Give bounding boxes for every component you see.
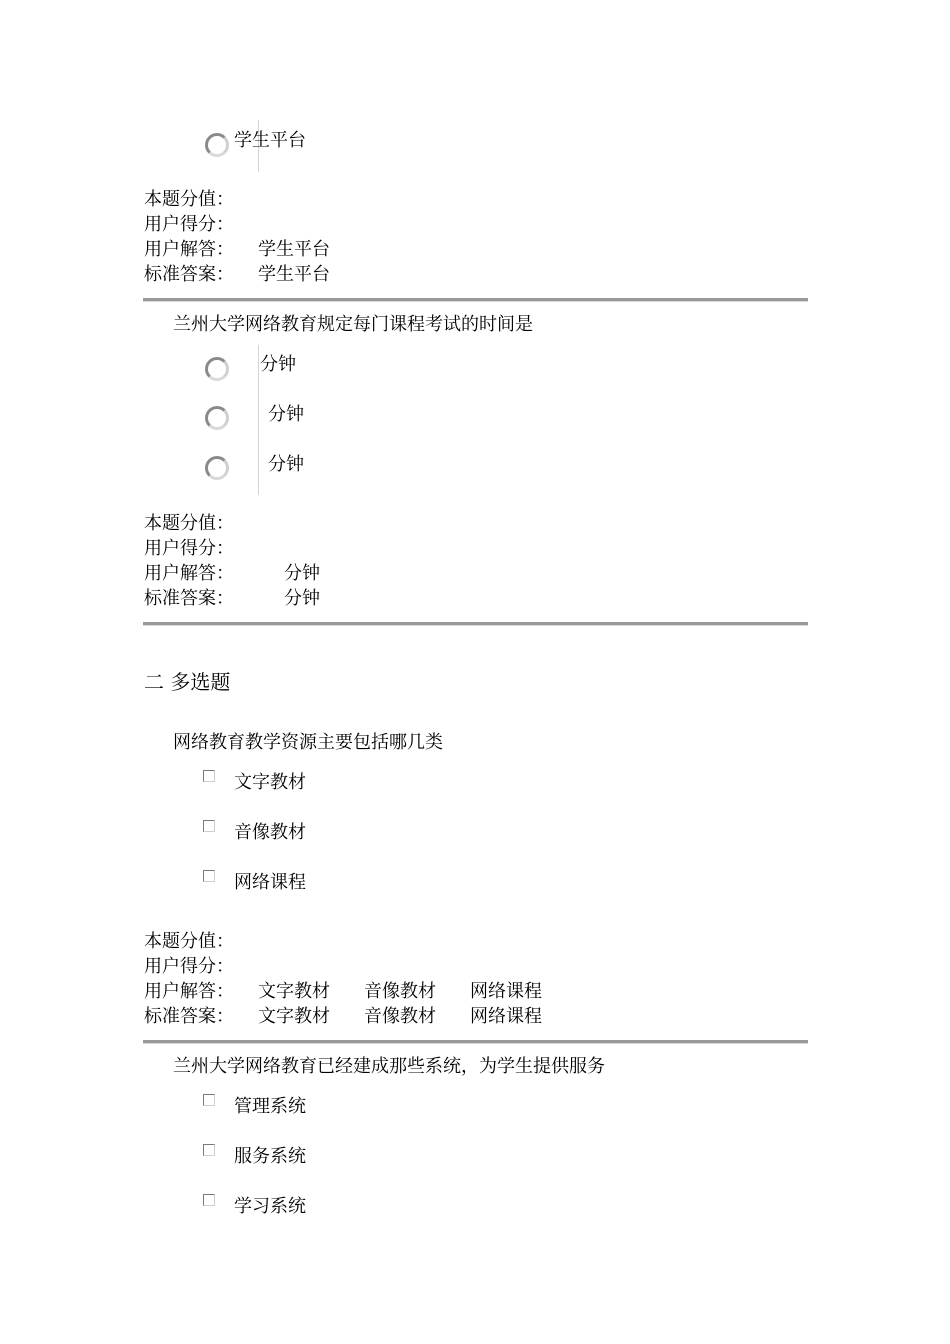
standard-answer-value: 音像教材 xyxy=(364,1006,436,1027)
user-answer-label: 用户解答： xyxy=(144,981,234,1002)
option-label: 管理系统 xyxy=(234,1096,306,1117)
section-title: 二 多选题 xyxy=(144,670,231,694)
option-label: 网络课程 xyxy=(234,872,306,893)
standard-answer-label: 标准答案： xyxy=(144,588,234,609)
option-label: 分钟 xyxy=(268,454,304,475)
user-answer-value: 学生平台 xyxy=(258,239,330,260)
standard-answer-value: 网络课程 xyxy=(470,1006,542,1027)
checkbox[interactable] xyxy=(203,1144,215,1156)
score-label: 本题分值： xyxy=(144,513,234,534)
radio-button[interactable] xyxy=(205,406,229,430)
standard-answer-value: 文字教材 xyxy=(258,1006,330,1027)
checkbox[interactable] xyxy=(203,1194,215,1206)
user-score-label: 用户得分： xyxy=(144,956,234,977)
standard-answer-label: 标准答案： xyxy=(144,1006,234,1027)
user-score-label: 用户得分： xyxy=(144,538,234,559)
question-text: 网络教育教学资源主要包括哪几类 xyxy=(173,732,443,753)
score-label: 本题分值： xyxy=(144,931,234,952)
checkbox[interactable] xyxy=(203,820,215,832)
option-label: 服务系统 xyxy=(234,1146,306,1167)
user-answer-value: 分钟 xyxy=(284,563,320,584)
option-label: 文字教材 xyxy=(234,772,306,793)
user-answer-label: 用户解答： xyxy=(144,563,234,584)
divider xyxy=(258,345,259,495)
user-answer-value: 音像教材 xyxy=(364,981,436,1002)
user-answer-label: 用户解答： xyxy=(144,239,234,260)
score-label: 本题分值： xyxy=(144,189,234,210)
option-label: 学生平台 xyxy=(234,130,306,151)
user-score-label: 用户得分： xyxy=(144,214,234,235)
option-label: 分钟 xyxy=(260,354,296,375)
checkbox[interactable] xyxy=(203,770,215,782)
radio-button[interactable] xyxy=(205,456,229,480)
question-text: 兰州大学网络教育已经建成那些系统，为学生提供服务 xyxy=(173,1056,605,1077)
option-label: 分钟 xyxy=(268,404,304,425)
checkbox[interactable] xyxy=(203,870,215,882)
user-answer-value: 文字教材 xyxy=(258,981,330,1002)
standard-answer-value: 学生平台 xyxy=(258,264,330,285)
option-label: 学习系统 xyxy=(234,1196,306,1217)
standard-answer-label: 标准答案： xyxy=(144,264,234,285)
option-label: 音像教材 xyxy=(234,822,306,843)
question-divider xyxy=(143,298,808,302)
checkbox[interactable] xyxy=(203,1094,215,1106)
question-text: 兰州大学网络教育规定每门课程考试的时间是 xyxy=(173,314,533,335)
question-divider xyxy=(143,622,808,626)
question-divider xyxy=(143,1040,808,1044)
standard-answer-value: 分钟 xyxy=(284,588,320,609)
radio-button[interactable] xyxy=(205,357,229,381)
radio-button[interactable] xyxy=(205,133,229,157)
user-answer-value: 网络课程 xyxy=(470,981,542,1002)
